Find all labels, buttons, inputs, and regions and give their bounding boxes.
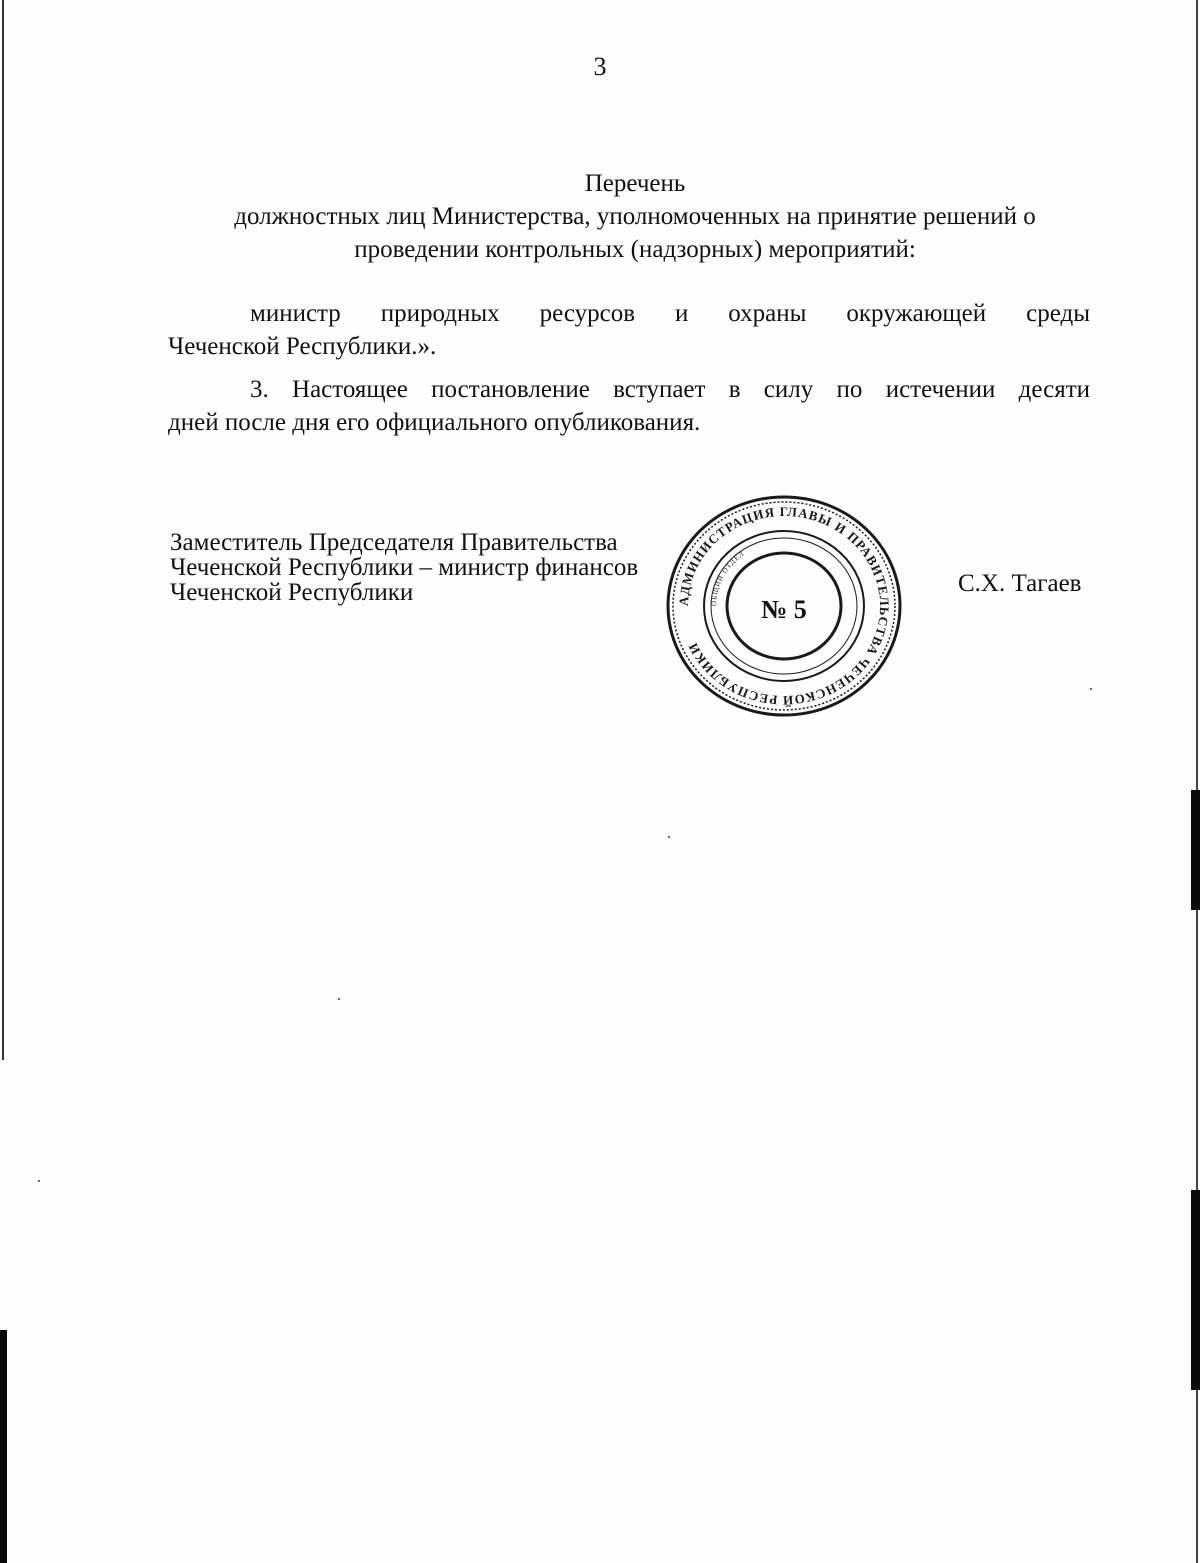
scan-speck — [1090, 688, 1092, 690]
paragraph-entry-into-force — [168, 373, 1090, 439]
signer-position-line1: Заместитель Председателя Правительства — [170, 529, 618, 556]
list-heading-subtitle-line1: должностных лиц Министерства, уполномоченных на принятие решений о — [234, 203, 1036, 230]
paragraph-entry-line1: 3. Настоящее постановление вступает в силу по истечении десяти — [250, 376, 1090, 403]
paragraph-minister-line2: Чеченской Республики.». — [168, 333, 437, 360]
seal-ring-text: АДМИНИСТРАЦИЯ ГЛАВЫ И ПРАВИТЕЛЬСТВА ЧЕЧЕНСКОЙ РЕСПУБЛИКИ — [675, 503, 893, 709]
list-heading-subtitle-line2: проведении контрольных (надзорных) мероприятий: — [354, 236, 916, 263]
list-heading-title: Перечень — [584, 170, 686, 197]
paragraph-entry-line2: дней после дня его официального опубликования. — [168, 409, 701, 436]
scan-speck — [338, 998, 340, 1000]
scan-edge-right — [1191, 0, 1200, 1563]
seal-inner-text: ОБЩИЙ ОТДЕЛ — [709, 549, 747, 607]
page-number: 3 — [593, 52, 607, 81]
official-seal-icon — [664, 494, 904, 719]
scan-speck — [668, 836, 670, 838]
scan-speck — [38, 1180, 40, 1182]
paragraph-minister — [168, 297, 1090, 363]
list-heading-subtitle — [170, 200, 1100, 266]
seal-number: № 5 — [761, 595, 807, 624]
signer-position-line2: Чеченской Республики – министр финансов — [170, 554, 639, 581]
paragraph-minister-line1: министр природных ресурсов и охраны окружающей среды — [250, 300, 1090, 327]
signer-position-line3: Чеченской Республики — [170, 579, 414, 606]
scan-edge-left — [0, 0, 7, 1563]
signer-position — [170, 530, 638, 605]
signer-name: С.Х. Тагаев — [958, 570, 1082, 597]
